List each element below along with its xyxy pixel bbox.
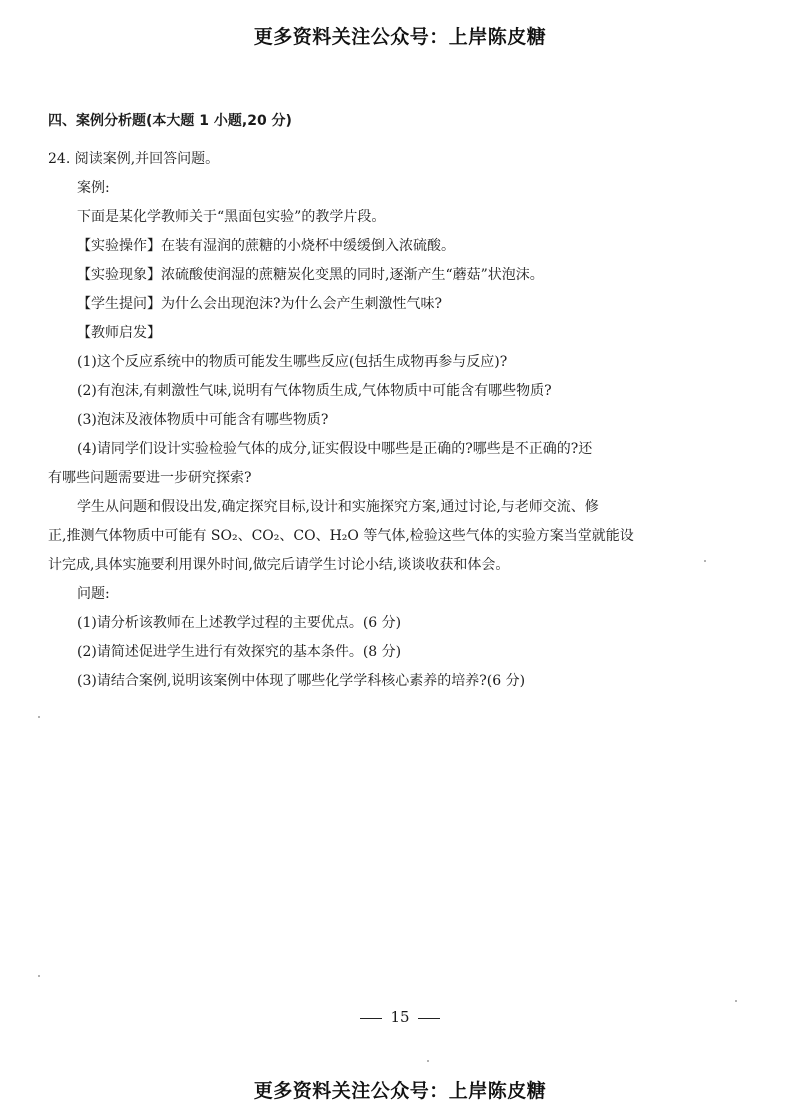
header-banner: 更多资料关注公众号：上岸陈皮糖 — [253, 26, 547, 48]
paragraph-line-2: 正,推测气体物质中可能有 SO₂、CO₂、CO、H₂O 等气体,检验这些气体的实验方案当堂就能设 — [48, 528, 634, 544]
scan-speck — [735, 1000, 737, 1002]
case-intro: 下面是某化学教师关于“黑面包实验”的教学片段。 — [77, 209, 386, 225]
question-intro: 24. 阅读案例,并回答问题。 — [48, 151, 220, 167]
scan-speck — [38, 716, 40, 718]
scan-speck — [427, 1060, 429, 1062]
case-label: 案例: — [77, 180, 110, 196]
paragraph-line-1: 学生从问题和假设出发,确定探究目标,设计和实施探究方案,通过讨论,与老师交流、修 — [77, 499, 599, 515]
hint-1: (1)这个反应系统中的物质可能发生哪些反应(包括生成物再参与反应)? — [77, 354, 508, 370]
hint-2: (2)有泡沫,有刺激性气味,说明有气体物质生成,气体物质中可能含有哪些物质? — [77, 383, 552, 399]
student-question: 【学生提问】为什么会出现泡沫?为什么会产生刺激性气味? — [77, 296, 443, 312]
left-dash — [360, 1018, 382, 1019]
scan-speck — [38, 975, 40, 977]
hint-4-line-1: (4)请同学们设计实验检验气体的成分,证实假设中哪些是正确的?哪些是不正确的?还 — [77, 441, 593, 457]
question-3: (3)请结合案例,说明该案例中体现了哪些化学学科核心素养的培养?(6 分) — [77, 673, 526, 689]
hint-4-line-2: 有哪些问题需要进一步研究探索? — [48, 470, 252, 486]
page-number-footer — [0, 1008, 800, 1026]
experiment-phenomenon: 【实验现象】浓硫酸使润湿的蔗糖炭化变黑的同时,逐渐产生“蘑菇”状泡沫。 — [77, 267, 544, 283]
hint-3: (3)泡沫及液体物质中可能含有哪些物质? — [77, 412, 329, 428]
questions-label: 问题: — [77, 586, 110, 602]
scan-speck — [704, 560, 706, 562]
teacher-heading: 【教师启发】 — [77, 325, 161, 341]
paragraph-line-3: 计完成,具体实施要利用课外时间,做完后请学生讨论小结,谈谈收获和体会。 — [48, 557, 510, 573]
section-title: 四、案例分析题(本大题 1 小题,20 分) — [48, 113, 292, 129]
footer-banner: 更多资料关注公众号：上岸陈皮糖 — [253, 1080, 547, 1102]
question-1: (1)请分析该教师在上述教学过程的主要优点。(6 分) — [77, 615, 402, 631]
page-number: 15 — [390, 1008, 410, 1026]
right-dash — [418, 1018, 440, 1019]
question-2: (2)请简述促进学生进行有效探究的基本条件。(8 分) — [77, 644, 402, 660]
experiment-operation: 【实验操作】在装有湿润的蔗糖的小烧杯中缓缓倒入浓硫酸。 — [77, 238, 455, 254]
